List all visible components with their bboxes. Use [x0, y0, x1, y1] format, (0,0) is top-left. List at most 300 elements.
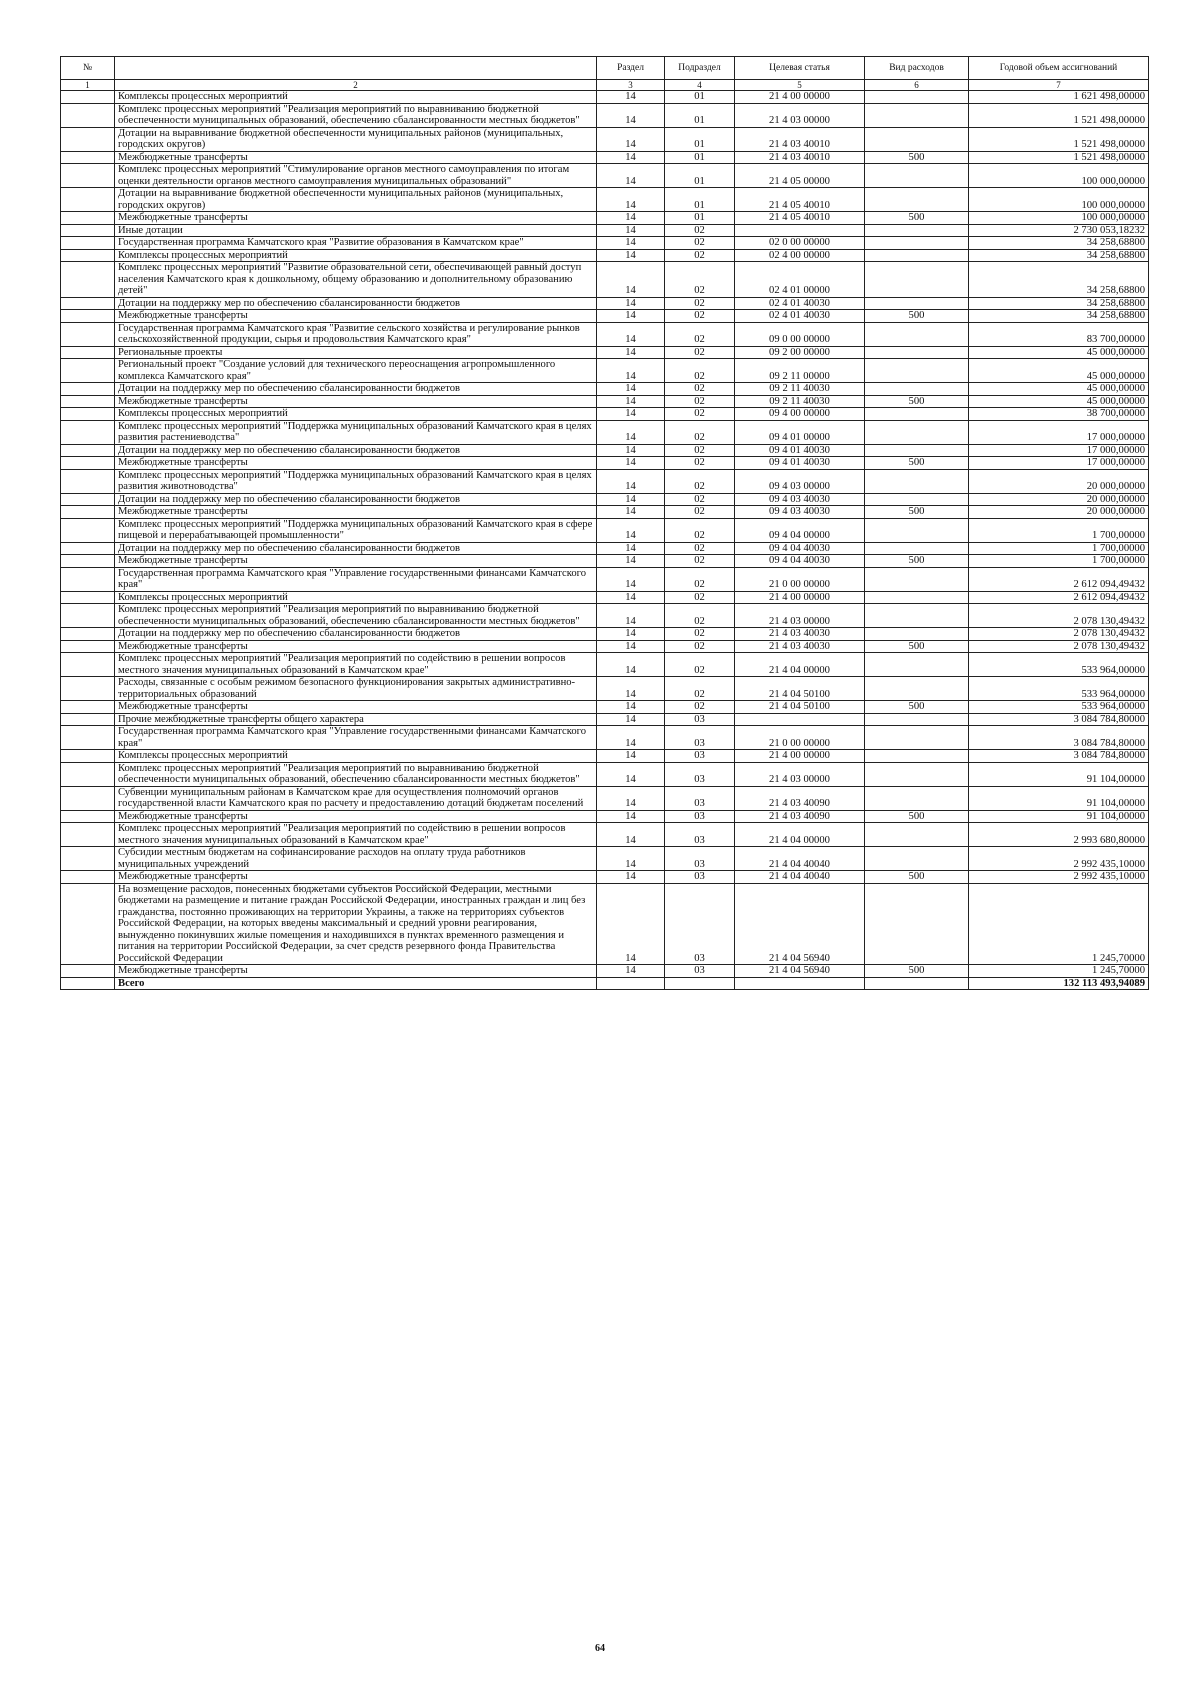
table-row: [61, 359, 1149, 383]
cell-num: [61, 628, 115, 641]
cell-amount: 38 700,00000: [969, 408, 1149, 421]
cell-razdel: 14: [597, 322, 665, 346]
cell-name: Комплекс процессных мероприятий "Реализация мероприятий по выравниванию бюджетной обеспеченности муниципальных образований, обеспечению сбалансированности местных бюджетов": [115, 762, 597, 786]
cell-amount: 1 700,00000: [969, 555, 1149, 568]
cell-podrazdel: 02: [665, 701, 735, 714]
cell-name: Комплексы процессных мероприятий: [115, 750, 597, 763]
cell-target: 21 4 03 40090: [735, 810, 865, 823]
cell-expense-type: 500: [865, 701, 969, 714]
cell-name: Субвенции муниципальным районам в Камчатском крае для осуществления полномочий органов государственной власти Камчатского края по расчету и предоставлению дотаций бюджетам поселений: [115, 786, 597, 810]
cell-name: Комплекс процессных мероприятий "Реализация мероприятий по выравниванию бюджетной обеспеченности муниципальных образований, обеспечению сбалансированности местных бюджетов": [115, 604, 597, 628]
cell-num: [61, 297, 115, 310]
cell-target: 02 4 01 40030: [735, 297, 865, 310]
cell-name: Субсидии местным бюджетам на софинансирование расходов на оплату труда работников муниципальных учреждений: [115, 847, 597, 871]
table-row: [61, 322, 1149, 346]
cell-name: Комплекс процессных мероприятий "Стимулирование органов местного самоуправления по итогам оценки деятельности органов местного самоуправления муниципальных образований": [115, 164, 597, 188]
cell-amount: 1 521 498,00000: [969, 127, 1149, 151]
cell-podrazdel: 02: [665, 653, 735, 677]
table-row: [61, 726, 1149, 750]
cell-amount: 3 084 784,80000: [969, 713, 1149, 726]
cell-razdel: 14: [597, 823, 665, 847]
cell-expense-type: [865, 164, 969, 188]
cell-target: 09 4 03 00000: [735, 469, 865, 493]
table-row: [61, 420, 1149, 444]
cell-name: Комплексы процессных мероприятий: [115, 408, 597, 421]
cell-expense-type: [865, 127, 969, 151]
cell-razdel: 14: [597, 395, 665, 408]
cell-razdel: 14: [597, 237, 665, 250]
table-row: [61, 395, 1149, 408]
cell-expense-type: [865, 346, 969, 359]
cell-name: Государственная программа Камчатского края "Управление государственными финансами Камчатского края": [115, 567, 597, 591]
cell-name: Комплекс процессных мероприятий "Реализация мероприятий по выравниванию бюджетной обеспеченности муниципальных образований, обеспечению сбалансированности местных бюджетов": [115, 103, 597, 127]
cell-podrazdel: 02: [665, 346, 735, 359]
cell-num: [61, 871, 115, 884]
cell-razdel: 14: [597, 965, 665, 978]
table-row: [61, 640, 1149, 653]
cell-name: Дотации на поддержку мер по обеспечению сбалансированности бюджетов: [115, 297, 597, 310]
cell-name: Межбюджетные трансферты: [115, 965, 597, 978]
cell-razdel: 14: [597, 640, 665, 653]
cell-expense-type: 500: [865, 871, 969, 884]
cell-expense-type: [865, 823, 969, 847]
cell-podrazdel: 02: [665, 555, 735, 568]
table-row: [61, 164, 1149, 188]
cell-razdel: 14: [597, 518, 665, 542]
table-row: [61, 567, 1149, 591]
total-empty-cell: [735, 977, 865, 990]
table-row: [61, 653, 1149, 677]
cell-target: 09 4 00 00000: [735, 408, 865, 421]
table-row: [61, 249, 1149, 262]
cell-name: Комплекс процессных мероприятий "Реализация мероприятий по содействию в решении вопросов местного значения муниципальных образований в Камчатском крае": [115, 653, 597, 677]
cell-num: [61, 359, 115, 383]
cell-target: 21 4 04 50100: [735, 701, 865, 714]
cell-target: 02 0 00 00000: [735, 237, 865, 250]
cell-target: 21 4 03 00000: [735, 103, 865, 127]
cell-expense-type: [865, 103, 969, 127]
cell-target: 09 2 11 40030: [735, 395, 865, 408]
cell-podrazdel: 03: [665, 762, 735, 786]
cell-amount: 3 084 784,80000: [969, 726, 1149, 750]
cell-amount: 533 964,00000: [969, 677, 1149, 701]
cell-num: [61, 164, 115, 188]
cell-razdel: 14: [597, 847, 665, 871]
cell-expense-type: [865, 444, 969, 457]
cell-expense-type: [865, 883, 969, 965]
cell-razdel: 14: [597, 726, 665, 750]
cell-razdel: 14: [597, 383, 665, 396]
cell-podrazdel: 03: [665, 871, 735, 884]
table-row: [61, 823, 1149, 847]
cell-expense-type: [865, 262, 969, 298]
cell-num: [61, 212, 115, 225]
cell-podrazdel: 02: [665, 542, 735, 555]
cell-razdel: 14: [597, 224, 665, 237]
cell-num: [61, 457, 115, 470]
cell-podrazdel: 01: [665, 151, 735, 164]
table-row: [61, 883, 1149, 965]
cell-podrazdel: 02: [665, 224, 735, 237]
cell-num: [61, 224, 115, 237]
cell-expense-type: [865, 762, 969, 786]
cell-name: Дотации на выравнивание бюджетной обеспеченности муниципальных районов (муниципальных, городских округов): [115, 188, 597, 212]
cell-amount: 91 104,00000: [969, 810, 1149, 823]
cell-razdel: 14: [597, 444, 665, 457]
cell-target: 09 4 01 40030: [735, 457, 865, 470]
table-row: [61, 701, 1149, 714]
cell-amount: 533 964,00000: [969, 653, 1149, 677]
cell-expense-type: 500: [865, 457, 969, 470]
cell-expense-type: [865, 188, 969, 212]
cell-name: Региональный проект "Создание условий для технического переоснащения агропромышленного комплекса Камчатского края": [115, 359, 597, 383]
cell-name: Дотации на поддержку мер по обеспечению сбалансированности бюджетов: [115, 628, 597, 641]
cell-razdel: 14: [597, 653, 665, 677]
cell-amount: 83 700,00000: [969, 322, 1149, 346]
table-row: [61, 810, 1149, 823]
cell-num: [61, 188, 115, 212]
cell-target: 09 2 00 00000: [735, 346, 865, 359]
cell-razdel: 14: [597, 701, 665, 714]
cell-target: 09 4 01 40030: [735, 444, 865, 457]
cell-expense-type: [865, 469, 969, 493]
table-row: [61, 262, 1149, 298]
cell-num: [61, 383, 115, 396]
cell-name: Межбюджетные трансферты: [115, 640, 597, 653]
cell-target: 21 4 04 40040: [735, 871, 865, 884]
table-row: [61, 871, 1149, 884]
cell-num: [61, 555, 115, 568]
cell-target: 21 4 04 00000: [735, 823, 865, 847]
cell-razdel: 14: [597, 506, 665, 519]
table-row: [61, 786, 1149, 810]
cell-amount: 2 078 130,49432: [969, 628, 1149, 641]
cell-amount: 17 000,00000: [969, 420, 1149, 444]
cell-expense-type: [865, 750, 969, 763]
cell-name: Межбюджетные трансферты: [115, 310, 597, 323]
cell-amount: 20 000,00000: [969, 493, 1149, 506]
cell-name: Дотации на поддержку мер по обеспечению сбалансированности бюджетов: [115, 542, 597, 555]
cell-razdel: 14: [597, 591, 665, 604]
cell-amount: 2 612 094,49432: [969, 591, 1149, 604]
cell-amount: 34 258,68800: [969, 237, 1149, 250]
cell-num: [61, 604, 115, 628]
table-row: [61, 457, 1149, 470]
cell-target: 21 0 00 00000: [735, 726, 865, 750]
cell-num: [61, 127, 115, 151]
cell-num: [61, 237, 115, 250]
cell-name: На возмещение расходов, понесенных бюджетами субъектов Российской Федерации, местными бюджетами на размещение и питание граждан Российской Федерации, иностранных граждан и лиц без гражданства, постоянно проживающих на территории Украины, а также на территориях субъектов Российской Федерации, на которых введены максимальный и средний уровни реагирования, вынужденно покинувших жилые помещения и находившихся в пунктах временного размещения и питания на территории Российской Федерации, за счет средств резервного фонда Правительства Российской Федерации: [115, 883, 597, 965]
table-row: [61, 677, 1149, 701]
cell-razdel: 14: [597, 408, 665, 421]
cell-razdel: 14: [597, 91, 665, 104]
cell-podrazdel: 03: [665, 965, 735, 978]
cell-razdel: 14: [597, 262, 665, 298]
cell-expense-type: 500: [865, 965, 969, 978]
cell-target: 21 4 03 40030: [735, 628, 865, 641]
table-row: [61, 212, 1149, 225]
table-row: [61, 383, 1149, 396]
cell-razdel: 14: [597, 457, 665, 470]
cell-target: 21 4 03 00000: [735, 762, 865, 786]
cell-target: 09 2 11 40030: [735, 383, 865, 396]
cell-num: [61, 310, 115, 323]
cell-target: 21 4 03 40030: [735, 640, 865, 653]
cell-target: 21 4 00 00000: [735, 91, 865, 104]
total-empty-cell: [597, 977, 665, 990]
cell-razdel: 14: [597, 677, 665, 701]
cell-target: 21 4 04 00000: [735, 653, 865, 677]
cell-expense-type: [865, 408, 969, 421]
cell-target: 09 2 11 00000: [735, 359, 865, 383]
cell-amount: 91 104,00000: [969, 786, 1149, 810]
cell-amount: 2 992 435,10000: [969, 847, 1149, 871]
cell-target: 21 4 04 50100: [735, 677, 865, 701]
header-expense-type: Вид расходов: [865, 57, 969, 80]
cell-amount: 2 078 130,49432: [969, 640, 1149, 653]
cell-amount: 20 000,00000: [969, 506, 1149, 519]
cell-amount: 45 000,00000: [969, 395, 1149, 408]
header-num: №: [61, 57, 115, 80]
header-name: [115, 57, 597, 80]
cell-podrazdel: 02: [665, 628, 735, 641]
cell-podrazdel: 02: [665, 677, 735, 701]
cell-razdel: 14: [597, 762, 665, 786]
total-label: Всего: [115, 977, 597, 990]
table-row: [61, 408, 1149, 421]
header-row: [61, 57, 1149, 80]
cell-razdel: 14: [597, 127, 665, 151]
cell-expense-type: 500: [865, 810, 969, 823]
cell-razdel: 14: [597, 151, 665, 164]
cell-num: [61, 151, 115, 164]
cell-podrazdel: 02: [665, 640, 735, 653]
cell-name: Комплекс процессных мероприятий "Поддержка муниципальных образований Камчатского края в сфере пищевой и перерабатывающей промышленности": [115, 518, 597, 542]
cell-name: Комплекс процессных мероприятий "Развитие образовательной сети, обеспечивающей равный доступ населения Камчатского края к дошкольному, общему образованию и дополнительному образованию детей": [115, 262, 597, 298]
cell-target: 21 4 05 40010: [735, 188, 865, 212]
cell-name: Дотации на поддержку мер по обеспечению сбалансированности бюджетов: [115, 493, 597, 506]
cell-amount: 2 993 680,80000: [969, 823, 1149, 847]
cell-amount: 2 078 130,49432: [969, 604, 1149, 628]
table-row: [61, 847, 1149, 871]
cell-podrazdel: 02: [665, 567, 735, 591]
cell-amount: 2 612 094,49432: [969, 567, 1149, 591]
cell-target: 09 4 04 40030: [735, 555, 865, 568]
cell-expense-type: [865, 518, 969, 542]
cell-podrazdel: 03: [665, 810, 735, 823]
cell-target: 21 4 05 00000: [735, 164, 865, 188]
cell-amount: 1 521 498,00000: [969, 151, 1149, 164]
cell-amount: 1 245,70000: [969, 883, 1149, 965]
cell-name: Межбюджетные трансферты: [115, 212, 597, 225]
cell-num: [61, 444, 115, 457]
cell-amount: 1 521 498,00000: [969, 103, 1149, 127]
cell-amount: 100 000,00000: [969, 212, 1149, 225]
table-row: [61, 224, 1149, 237]
cell-podrazdel: 02: [665, 444, 735, 457]
cell-podrazdel: 01: [665, 164, 735, 188]
cell-razdel: 14: [597, 103, 665, 127]
cell-podrazdel: 03: [665, 786, 735, 810]
cell-name: Комплекс процессных мероприятий "Поддержка муниципальных образований Камчатского края в целях развития растениеводства": [115, 420, 597, 444]
cell-expense-type: [865, 604, 969, 628]
cell-expense-type: [865, 322, 969, 346]
cell-amount: 1 700,00000: [969, 542, 1149, 555]
cell-podrazdel: 03: [665, 713, 735, 726]
cell-target: 09 0 00 00000: [735, 322, 865, 346]
cell-podrazdel: 01: [665, 91, 735, 104]
cell-expense-type: [865, 677, 969, 701]
total-row: [61, 977, 1149, 990]
cell-amount: 45 000,00000: [969, 359, 1149, 383]
cell-razdel: 14: [597, 604, 665, 628]
cell-target: 21 4 04 40040: [735, 847, 865, 871]
cell-num: [61, 786, 115, 810]
cell-razdel: 14: [597, 810, 665, 823]
cell-razdel: 14: [597, 493, 665, 506]
table-row: [61, 555, 1149, 568]
cell-razdel: 14: [597, 555, 665, 568]
cell-amount: 1 621 498,00000: [969, 91, 1149, 104]
cell-num: [61, 713, 115, 726]
table-row: [61, 762, 1149, 786]
cell-num: [61, 518, 115, 542]
total-num-cell: [61, 977, 115, 990]
cell-num: [61, 823, 115, 847]
page-number: 64: [595, 1643, 605, 1654]
cell-num: [61, 701, 115, 714]
cell-name: Межбюджетные трансферты: [115, 871, 597, 884]
table-row: [61, 604, 1149, 628]
cell-num: [61, 322, 115, 346]
cell-razdel: 14: [597, 188, 665, 212]
cell-razdel: 14: [597, 346, 665, 359]
cell-podrazdel: 03: [665, 847, 735, 871]
column-number: 7: [969, 80, 1149, 91]
table-row: [61, 91, 1149, 104]
table-row: [61, 151, 1149, 164]
cell-name: Межбюджетные трансферты: [115, 151, 597, 164]
column-number: 2: [115, 80, 597, 91]
cell-num: [61, 750, 115, 763]
cell-podrazdel: 02: [665, 322, 735, 346]
cell-expense-type: [865, 297, 969, 310]
cell-target: 21 4 03 40010: [735, 151, 865, 164]
cell-name: Комплексы процессных мероприятий: [115, 249, 597, 262]
cell-podrazdel: 02: [665, 408, 735, 421]
cell-razdel: 14: [597, 359, 665, 383]
cell-name: Региональные проекты: [115, 346, 597, 359]
cell-name: Межбюджетные трансферты: [115, 555, 597, 568]
cell-target: 09 4 01 00000: [735, 420, 865, 444]
table-row: [61, 444, 1149, 457]
cell-amount: 34 258,68800: [969, 310, 1149, 323]
cell-expense-type: 500: [865, 212, 969, 225]
cell-podrazdel: 03: [665, 883, 735, 965]
document-sheet: [60, 56, 1148, 990]
cell-amount: 533 964,00000: [969, 701, 1149, 714]
cell-podrazdel: 02: [665, 262, 735, 298]
cell-target: 21 4 05 40010: [735, 212, 865, 225]
cell-podrazdel: 02: [665, 237, 735, 250]
cell-podrazdel: 02: [665, 457, 735, 470]
cell-num: [61, 420, 115, 444]
cell-num: [61, 103, 115, 127]
cell-amount: 34 258,68800: [969, 297, 1149, 310]
cell-amount: 20 000,00000: [969, 469, 1149, 493]
cell-num: [61, 469, 115, 493]
cell-target: 21 4 04 56940: [735, 883, 865, 965]
cell-razdel: 14: [597, 310, 665, 323]
cell-razdel: 14: [597, 883, 665, 965]
cell-expense-type: [865, 653, 969, 677]
cell-name: Комплекс процессных мероприятий "Реализация мероприятий по содействию в решении вопросов местного значения муниципальных образований в Камчатском крае": [115, 823, 597, 847]
cell-name: Комплексы процессных мероприятий: [115, 91, 597, 104]
cell-razdel: 14: [597, 297, 665, 310]
cell-podrazdel: 02: [665, 506, 735, 519]
table-row: [61, 518, 1149, 542]
cell-expense-type: [865, 786, 969, 810]
cell-expense-type: [865, 847, 969, 871]
header-razdel: Раздел: [597, 57, 665, 80]
cell-target: 21 0 00 00000: [735, 567, 865, 591]
cell-expense-type: [865, 237, 969, 250]
cell-amount: 100 000,00000: [969, 188, 1149, 212]
cell-razdel: 14: [597, 249, 665, 262]
cell-razdel: 14: [597, 567, 665, 591]
cell-target: 21 4 03 40090: [735, 786, 865, 810]
cell-name: Комплексы процессных мероприятий: [115, 591, 597, 604]
total-empty-cell: [665, 977, 735, 990]
cell-num: [61, 493, 115, 506]
cell-target: 21 4 03 40010: [735, 127, 865, 151]
cell-name: Комплекс процессных мероприятий "Поддержка муниципальных образований Камчатского края в целях развития животноводства": [115, 469, 597, 493]
cell-expense-type: 500: [865, 395, 969, 408]
cell-num: [61, 262, 115, 298]
cell-razdel: 14: [597, 420, 665, 444]
cell-amount: 2 730 053,18232: [969, 224, 1149, 237]
cell-expense-type: [865, 91, 969, 104]
cell-expense-type: 500: [865, 640, 969, 653]
cell-expense-type: [865, 224, 969, 237]
table-row: [61, 297, 1149, 310]
cell-num: [61, 726, 115, 750]
cell-expense-type: [865, 359, 969, 383]
table-row: [61, 469, 1149, 493]
cell-podrazdel: 02: [665, 359, 735, 383]
cell-target: 21 4 03 00000: [735, 604, 865, 628]
column-number: 1: [61, 80, 115, 91]
table-row: [61, 493, 1149, 506]
cell-podrazdel: 01: [665, 188, 735, 212]
cell-name: Дотации на поддержку мер по обеспечению сбалансированности бюджетов: [115, 444, 597, 457]
cell-amount: 45 000,00000: [969, 383, 1149, 396]
cell-target: 09 4 04 00000: [735, 518, 865, 542]
cell-target: 21 4 00 00000: [735, 591, 865, 604]
cell-amount: 2 992 435,10000: [969, 871, 1149, 884]
table-row: [61, 237, 1149, 250]
table-row: [61, 965, 1149, 978]
cell-razdel: 14: [597, 542, 665, 555]
cell-amount: 34 258,68800: [969, 249, 1149, 262]
cell-name: Иные дотации: [115, 224, 597, 237]
cell-razdel: 14: [597, 750, 665, 763]
header-target: Целевая статья: [735, 57, 865, 80]
cell-num: [61, 567, 115, 591]
cell-num: [61, 249, 115, 262]
cell-expense-type: [865, 567, 969, 591]
cell-podrazdel: 02: [665, 420, 735, 444]
